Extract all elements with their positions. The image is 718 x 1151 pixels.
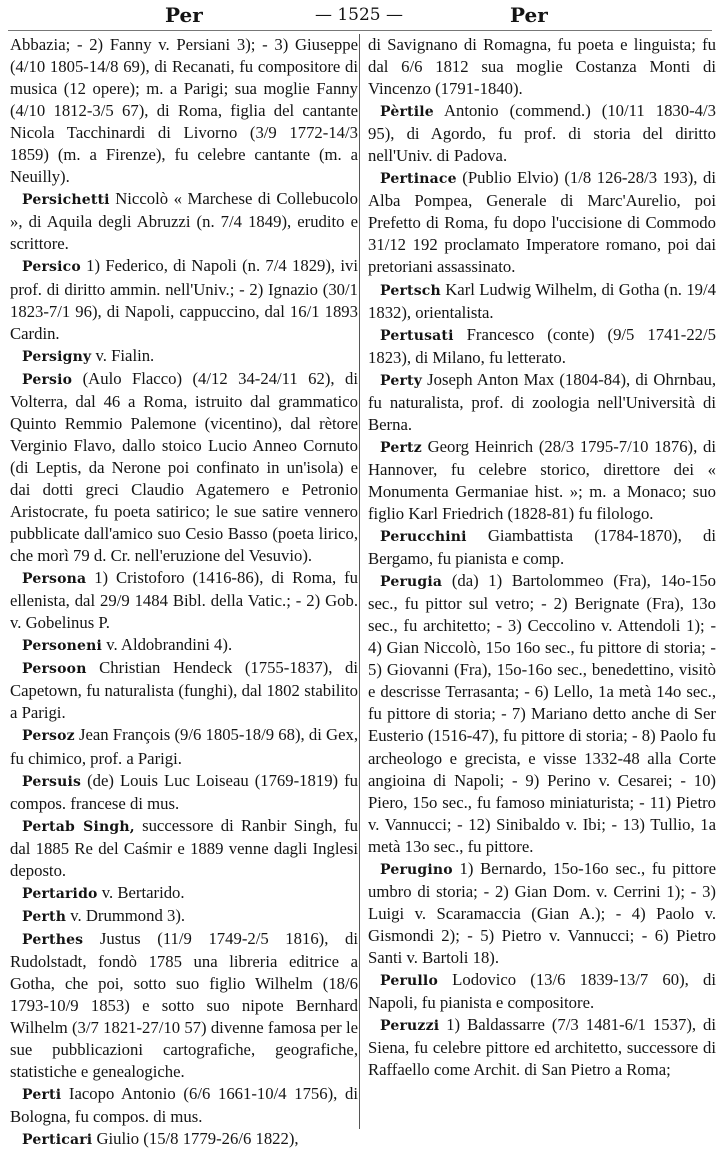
dictionary-entry	[10, 567, 358, 634]
dictionary-entry	[10, 815, 358, 882]
entry-text: Iacopo Antonio (6/6 1661-10/4 1756), di Bologna, fu compos. di mus.	[10, 1084, 358, 1127]
entry-text: Giambattista (1784-1870), di Bergamo, fu pianista e comp.	[368, 526, 716, 569]
dictionary-entry	[368, 1014, 716, 1081]
entry-headword: Persico	[22, 259, 81, 276]
dictionary-entry	[10, 368, 358, 567]
entry-text: Lodovico (13/6 1839-13/7 60), di Napoli, fu pianista e compositore.	[368, 969, 716, 1013]
dictionary-entry	[10, 882, 358, 905]
dictionary-entry	[368, 436, 716, 525]
entry-headword: Pertab Singh,	[22, 818, 135, 835]
page-number: — 1525 —	[314, 5, 404, 25]
left-column	[10, 34, 358, 1151]
entry-headword: Perugia	[380, 574, 443, 591]
dictionary-entry	[10, 905, 358, 928]
header-left-keyword: Per	[165, 3, 203, 27]
entry-text: di Savignano di Romagna, fu poeta e linguista; fu dal 6/6 1812 sua moglie Costanza Monti di Vincenzo (1791-1840).	[368, 35, 716, 99]
entry-text: 1) Cristoforo (1416-86), di Roma, fu ellenista, dal 29/9 1484 Bibl. della Vatic.; - 2) Gob. v. Gobelinus P.	[10, 568, 358, 633]
entry-text: Abbazia; - 2) Fanny v. Persiani 3); - 3) Giuseppe (4/10 1805-14/8 69), di Recanati, fu compositore di musica (12 opere); m. a Parigi; sua moglie Fanny (4/10 1812-3/5 67), di Roma, figlia del cantante Nicola Tacchinardi di Livorno (3/9 1772-14/3 1859) (m. a Firenze), fu celebre cantante (m. a Neuilly).	[10, 35, 358, 187]
dictionary-entry	[368, 525, 716, 570]
right-column	[368, 34, 716, 1081]
entry-text: v. Bertarido.	[97, 882, 185, 902]
entry-headword: Pertz	[380, 439, 422, 456]
entry-headword: Persona	[22, 571, 87, 588]
entry-text: (Aulo Flacco) (4/12 34-24/11 62), di Volterra, dal 46 a Roma, istruito dal grammatico Quinto Remmio Palemone (vicentino), dal rètore Verginio Flavo, dallo stoico Lucio Anneo Cornuto (di Leptis, da Nerone poi confinato in un'isola) e dai dotti greci Claudio Agatemero e Petronio Aristocrate, fu poeta satirico; le sue satire vennero pubblicate dall'amico suo Cesio Basso (poeta lirico, che morì 79 d. Cr. nell'eruzione del Vesuvio).	[10, 368, 358, 566]
entry-text: v. Fialin.	[91, 345, 155, 365]
column-divider	[359, 34, 360, 1129]
entry-headword: Perth	[22, 908, 67, 925]
dictionary-entry	[368, 167, 716, 278]
dictionary-entry	[10, 634, 358, 657]
entry-headword: Perty	[380, 372, 423, 389]
entry-text: Giulio (15/8 1779-26/6 1822),	[92, 1129, 299, 1149]
entry-headword: Persichetti	[22, 192, 110, 209]
entry-text: 1) Federico, di Napoli (n. 7/4 1829), ivi prof. di diritto ammin. nell'Univ.; - 2) Ignazio (30/1 1823-7/1 96), di Napoli, cappuccino, dal 16/1 1893 Cardin.	[10, 256, 358, 343]
entry-headword: Persoz	[22, 728, 75, 745]
entry-text: Christian Hendeck (1755-1837), di Capetown, fu naturalista (funghi), dal 1802 stabilito a Parigi.	[10, 658, 358, 723]
entry-headword: Persio	[22, 371, 73, 388]
entry-headword: Peruzzi	[380, 1018, 440, 1035]
dictionary-entry	[10, 724, 358, 769]
entry-text: (de) Louis Luc Loiseau (1769-1819) fu compos. francese di mus.	[10, 770, 358, 813]
entry-headword: Pertinace	[380, 171, 457, 188]
dictionary-entry	[368, 858, 716, 969]
dictionary-entry	[368, 969, 716, 1014]
dictionary-entry	[368, 369, 716, 436]
header-right-keyword: Per	[510, 3, 548, 27]
entry-text: 1) Baldassarre (7/3 1481-6/1 1537), di Siena, fu celebre pittore ed architetto, successore di Raffaello come Archit. di San Pietro a Roma;	[368, 1015, 716, 1080]
dictionary-entry	[368, 34, 716, 100]
dictionary-entry	[368, 279, 716, 324]
dictionary-entry	[10, 188, 358, 255]
entry-headword: Perthes	[22, 931, 84, 948]
entry-headword: Perugino	[380, 861, 453, 878]
entry-headword: Persoon	[22, 661, 87, 678]
entry-text: Justus (11/9 1749-2/5 1816), di Rudolstadt, fondò 1785 una libreria editrice a Gotha, che poi, sotto suo figlio Wilhelm (18/6 1793-10/9 1853) e sotto suo nipote Bernhard Wilhelm (3/7 1821-27/10 57) divenne famosa per le sue pubblicazioni cartografiche, geografiche, statistiche e genealogiche.	[10, 928, 358, 1082]
entry-headword: Pertarido	[22, 885, 98, 902]
entry-headword: Pèrtile	[380, 104, 434, 121]
entry-text: successore di Ranbir Singh, fu dal 1885 Re del Caśmir e 1889 venne dagli Inglesi deposto.	[10, 815, 359, 880]
entry-text: 1) Bernardo, 15o-16o sec., fu pittore umbro di storia; - 2) Gian Dom. v. Cerrini 1); - 3) Luigi v. Scaramaccia (Gian A.); - 4) Paolo v. Gismondi 2); - 5) Pietro v. Vannucci; - 6) Pietro Santi v. Bartoli 18).	[368, 858, 716, 967]
dictionary-entry	[368, 570, 716, 858]
dictionary-entry	[368, 324, 716, 369]
dictionary-entry	[10, 770, 358, 815]
entry-text: Antonio (commend.) (10/11 1830-4/3 95), di Agordo, fu prof. di storia del diritto nell'Univ. di Padova.	[368, 101, 716, 166]
dictionary-entry	[10, 1083, 358, 1128]
entry-text: Georg Heinrich (28/3 1795-7/10 1876), di Hannover, fu celebre storico, direttore dei « Monumenta Germaniae hist. »; m. a Monaco; suo figlio Karl Friedrich (1828-81) fu filologo.	[368, 436, 716, 523]
dictionary-entry	[10, 657, 358, 724]
entry-text: Francesco (conte) (9/5 1741-22/5 1823), di Milano, fu letterato.	[368, 324, 716, 367]
dictionary-entry	[368, 100, 716, 167]
entry-headword: Perucchini	[380, 529, 467, 546]
dictionary-entry	[10, 34, 358, 188]
dictionary-entry	[10, 255, 358, 344]
entry-headword: Personeni	[22, 638, 103, 655]
dictionary-entry	[10, 345, 358, 368]
entry-headword: Persuis	[22, 773, 82, 790]
entry-text: v. Aldobrandini 4).	[102, 635, 233, 655]
entry-headword: Perticari	[22, 1132, 93, 1149]
header-rule	[8, 30, 712, 31]
entry-headword: Pertusati	[380, 327, 454, 344]
entry-headword: Perullo	[380, 972, 438, 989]
entry-headword: Persigny	[22, 348, 92, 365]
entry-text: Jean François (9/6 1805-18/9 68), di Gex, fu chimico, prof. a Parigi.	[10, 725, 358, 768]
entry-text: v. Drummond 3).	[66, 905, 186, 925]
dictionary-entry	[10, 928, 358, 1083]
entry-text: (da) 1) Bartolommeo (Fra), 14o-15o sec., fu pittor sul vetro; - 2) Berignate (Fra), 13o sec., fu architetto; - 3) Ceccolino v. Attendoli 1); - 4) Gian Niccolò, 15o 16o sec., fu pittore di storia; - 5) Giovanni (Fra), 15o-16o sec., benedettino, visitò e descrisse Terrasanta; - 6) Lello, 1a metà 14o sec., fu pittore di storia; - 7) Mariano detto anche di Ser Eusterio (1516-47), fu pittore di storia; - 8) Paolo fu archeologo e grecista, e visse 1332-48 alla Corte angioina di Napoli; - 9) Perino v. Cesarei; - 10) Piero, 15o sec., fu famoso miniaturista; - 11) Pietro v. Vannucci; - 12) Sinibaldo v. Ibi; - 13) Tullio, 1a metà 13o sec., fu pittore.	[368, 571, 716, 856]
entry-text: Karl Ludwig Wilhelm, di Gotha (n. 19/4 1832), orientalista.	[368, 279, 716, 322]
dictionary-entry	[10, 1128, 358, 1151]
entry-headword: Perti	[22, 1087, 62, 1104]
entry-text: (Publio Elvio) (1/8 126-28/3 193), di Alba Pompea, Generale di Marc'Aurelio, poi Prefetto di Roma, fu dopo l'uccisione di Commodo 31/12 192 proclamato Imperatore romano, poi dai pretoriani assassinato.	[368, 168, 716, 277]
entry-headword: Pertsch	[380, 282, 441, 299]
page-header	[0, 0, 718, 30]
entry-text: Joseph Anton Max (1804-84), di Ohrnbau, fu naturalista, prof. di zoologia nell'Università di Berna.	[368, 369, 716, 434]
entry-text: Niccolò « Marchese di Collebucolo », di Aquila degli Abruzzi (n. 7/4 1849), erudito e scrittore.	[10, 189, 358, 254]
